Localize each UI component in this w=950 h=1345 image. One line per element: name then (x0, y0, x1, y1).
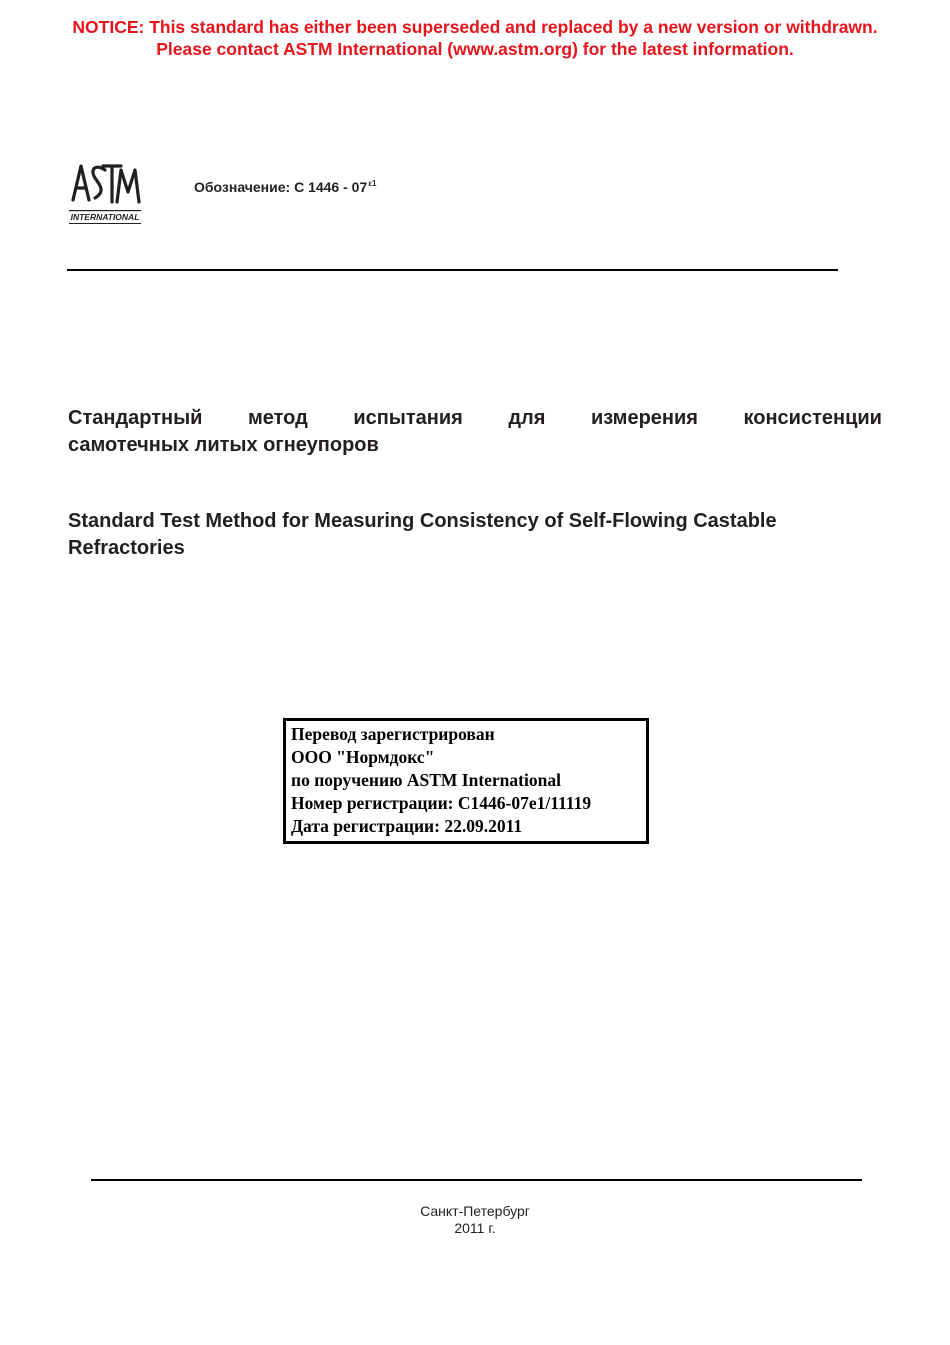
bottom-divider (91, 1179, 862, 1181)
registration-box (283, 718, 649, 844)
title-ru-word: для (508, 407, 546, 429)
title-english: Standard Test Method for Measuring Consistency of Self-Flowing Castable Refractories (68, 510, 777, 559)
registration-line-2: ООО "Нормдокс" (291, 747, 435, 767)
registration-line-4: Номер регистрации: C1446-07e1/11119 (291, 793, 592, 813)
footer-city: Санкт-Петербург (420, 1203, 530, 1219)
title-ru-word: Стандартный (68, 407, 203, 429)
notice-line-2: Please contact ASTM International (www.astm.org) for the latest information. (156, 39, 794, 59)
registration-line-1: Перевод зарегистрирован (291, 724, 495, 744)
title-russian-line-2: самотечных литых огнеупоров (68, 434, 379, 456)
registration-line-5: Дата регистрации: 22.09.2011 (291, 816, 523, 836)
footer-year: 2011 г. (454, 1220, 496, 1236)
logo-text: INTERNATIONAL (70, 212, 140, 222)
top-divider (67, 269, 838, 271)
designation-superscript: ε1 (368, 179, 377, 188)
title-ru-word: консистенции (743, 407, 882, 429)
title-ru-word: метод (247, 407, 308, 429)
title-ru-word: измерения (590, 407, 698, 429)
title-russian-line-1 (68, 405, 882, 432)
notice-banner (0, 16, 950, 60)
title-ru-word: испытания (353, 407, 463, 429)
designation (194, 179, 376, 195)
registration-line-3: по поручению ASTM International (291, 770, 561, 790)
designation-label: Обозначение: С 1446 - 07 (194, 179, 368, 195)
astm-logo-icon (67, 158, 143, 228)
title-russian (68, 405, 882, 459)
notice-line-1: NOTICE: This standard has either been superseded and replaced by a new version or withdrawn. (72, 17, 878, 37)
